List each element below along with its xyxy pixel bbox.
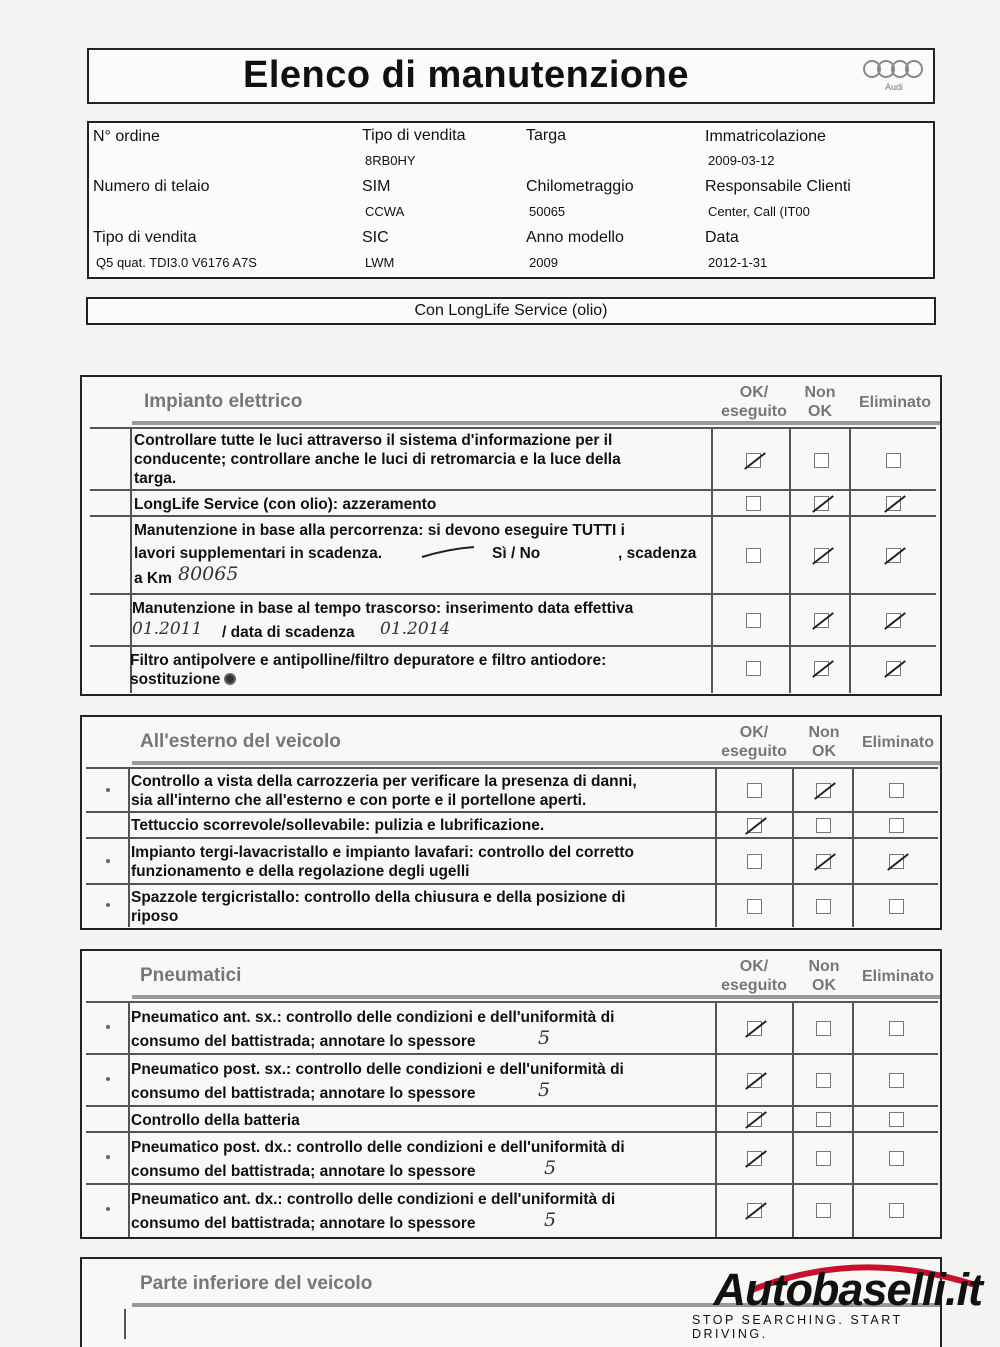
eliminated-checkbox[interactable] [889,818,904,833]
table-row [90,489,936,517]
row-text: Pneumatico post. sx.: controllo delle condizioni e dell'uniformità di consumo del battistrada; annotare lo spessore [131,1061,624,1102]
handwritten-thickness: 5 [544,1157,557,1179]
notok-checkbox[interactable] [814,548,829,563]
table-row [90,645,936,693]
row-text: Pneumatico post. dx.: controllo delle condizioni e dell'uniformità di consumo del battistrada; annotare lo spessore [131,1139,625,1180]
ok-checkbox[interactable] [747,818,762,833]
eliminated-checkbox[interactable] [886,548,901,563]
handwritten-thickness: 5 [538,1079,551,1101]
table-row [86,1001,938,1055]
registration-value: 2009-03-12 [708,153,775,168]
service-banner-text: Con LongLife Service (olio) [414,302,608,319]
eliminated-checkbox[interactable] [886,613,901,628]
customer-value: Center, Call (IT00 [708,204,810,219]
notok-checkbox[interactable] [816,818,831,833]
row-text: Manutenzione in base al tempo trascorso: inserimento data effettiva [132,600,634,617]
date-label: Data [705,229,739,246]
ok-checkbox[interactable] [747,1112,762,1127]
notok-checkbox[interactable] [814,661,829,676]
table-row [86,1053,938,1107]
brand-tagline: STOP SEARCHING. START DRIVING. [692,1313,903,1341]
row-text: Pneumatico ant. sx.: controllo delle condizioni e dell'uniformità di consumo del battistrada; annotare lo spessore [131,1009,615,1050]
col-notok-header: Non OK [804,384,836,420]
autobaselli-watermark [692,1256,992,1341]
table-row [90,427,936,491]
scadenza-label: , scadenza [618,545,697,562]
notok-checkbox[interactable] [814,496,829,511]
eliminated-checkbox[interactable] [889,1151,904,1166]
col-elim-header: Eliminato [861,968,934,985]
service-banner [86,297,936,325]
notok-checkbox[interactable] [816,1203,831,1218]
eliminated-checkbox[interactable] [889,783,904,798]
model-year-label: Anno modello [526,229,624,246]
section-impianto-elettrico [80,375,942,696]
registration-label: Immatricolazione [705,128,826,145]
eliminated-checkbox[interactable] [886,453,901,468]
notok-checkbox[interactable] [816,1151,831,1166]
sale-type-value-1: 8RB0HY [365,153,416,168]
plate-label: Targa [526,127,567,144]
title-box [87,48,935,104]
notok-checkbox[interactable] [816,1073,831,1088]
handwritten-stroke-icon [420,545,476,559]
document-title: Elenco di manutenzione [243,54,689,96]
col-ok-header: OK/ eseguito [721,384,787,420]
sim-label: SIM [362,178,391,195]
ok-checkbox[interactable] [747,899,762,914]
table-row [86,767,938,813]
row-text: Pneumatico ant. dx.: controllo delle condizioni e dell'uniformità di consumo del battistrada; annotare lo spessore [131,1191,616,1232]
col-elim-header: Eliminato [858,394,931,411]
row-text: Manutenzione in base alla percorrenza: si devono eseguire TUTTI i [134,522,625,539]
audi-rings-icon [863,60,925,80]
audi-logo-label: Audi [884,82,903,92]
date-value: 2012-1-31 [708,255,768,270]
row-text: Controllare tutte le luci attraverso il sistema d'informazione per il conducente; controllare anche le luci di retromarcia e la luce della targa. [134,432,621,487]
brand-name[interactable]: Autobaselli.it [713,1264,982,1315]
col-notok-header: Non OK [808,724,840,760]
row-text: lavori supplementari in scadenza. [134,545,383,562]
row-text: LongLife Service (con olio): azzeramento [134,496,437,513]
ok-checkbox[interactable] [746,661,761,676]
customer-label: Responsabile Clienti [705,178,851,195]
ok-checkbox[interactable] [747,1073,762,1088]
row-text: Tettuccio scorrevole/sollevabile: pulizia e lubrificazione. [131,817,545,834]
chassis-label: Numero di telaio [93,178,210,195]
handwritten-km: 80065 [178,563,239,585]
ok-checkbox[interactable] [747,783,762,798]
ok-checkbox[interactable] [747,1203,762,1218]
notok-checkbox[interactable] [816,1112,831,1127]
eliminated-checkbox[interactable] [886,661,901,676]
eliminated-checkbox[interactable] [889,854,904,869]
ok-checkbox[interactable] [747,854,762,869]
ok-checkbox[interactable] [746,548,761,563]
gear-icon [224,673,236,685]
notok-checkbox[interactable] [814,613,829,628]
eliminated-checkbox[interactable] [889,1203,904,1218]
sale-type-label-1: Tipo di vendita [362,127,466,144]
notok-checkbox[interactable] [816,854,831,869]
sale-type-value-2: Q5 quat. TDI3.0 V6176 A7S [96,255,257,270]
table-row [86,1105,938,1133]
handwritten-date-2: 01.2014 [380,619,451,639]
sim-value: CCWA [365,204,405,219]
audi-logo [863,58,925,96]
eliminated-checkbox[interactable] [889,1112,904,1127]
ok-checkbox[interactable] [746,453,761,468]
col-elim-header: Eliminato [861,734,934,751]
col-ok-header: OK/ eseguito [721,958,787,994]
eliminated-checkbox[interactable] [886,496,901,511]
table-row [90,593,936,647]
col-ok-header: OK/ eseguito [721,724,787,760]
notok-checkbox[interactable] [816,783,831,798]
section-title: Parte inferiore del veicolo [140,1273,373,1294]
si-no-label: Sì / No [492,545,541,562]
sic-value: LWM [365,255,395,270]
order-label: N° ordine [93,128,160,145]
notok-checkbox[interactable] [814,453,829,468]
eliminated-checkbox[interactable] [889,1073,904,1088]
section-title: Impianto elettrico [144,391,303,412]
handwritten-date-1: 01.2011 [132,619,203,639]
handwritten-thickness: 5 [544,1209,557,1231]
row-text: Impianto tergi-lavacristallo e impianto lavafari: controllo del corretto funzionamento e della regolazione degli ugelli [131,844,634,880]
col-notok-header: Non OK [808,958,840,994]
section-esterno-veicolo [80,715,942,930]
ok-checkbox[interactable] [747,1151,762,1166]
ok-checkbox[interactable] [746,496,761,511]
model-year-value: 2009 [529,255,558,270]
eliminated-checkbox[interactable] [889,899,904,914]
section-title: Pneumatici [140,965,242,986]
row-text: Controllo della batteria [131,1112,300,1129]
sale-type-label-2: Tipo di vendita [93,229,197,246]
table-row [86,883,938,927]
row-text: Spazzole tergicristallo: controllo della chiusura e della posizione di riposo [131,889,626,925]
notok-checkbox[interactable] [816,899,831,914]
section-title: All'esterno del veicolo [140,731,341,752]
sic-label: SIC [362,229,389,246]
row-text: Controllo a vista della carrozzeria per verificare la presenza di danni, sia all'interno che all'esterno e con porte e il portellone aperti. [131,773,637,809]
handwritten-thickness: 5 [538,1027,551,1049]
table-row [86,837,938,885]
eliminated-checkbox[interactable] [889,1021,904,1036]
mileage-value: 50065 [529,204,566,219]
table-row [86,1183,938,1237]
table-row [86,1131,938,1185]
row-text: Filtro antipolvere e antipolline/filtro depuratore e filtro antiodore: sostituzione [130,652,607,688]
table-row [86,811,938,839]
notok-checkbox[interactable] [816,1021,831,1036]
row-text: / data di scadenza [222,624,355,641]
table-row [90,515,936,595]
row-text: a Km [134,570,172,587]
vehicle-info-box [87,121,935,279]
mileage-label: Chilometraggio [526,178,634,195]
ok-checkbox[interactable] [747,1021,762,1036]
ok-checkbox[interactable] [746,613,761,628]
section-pneumatici [80,949,942,1239]
